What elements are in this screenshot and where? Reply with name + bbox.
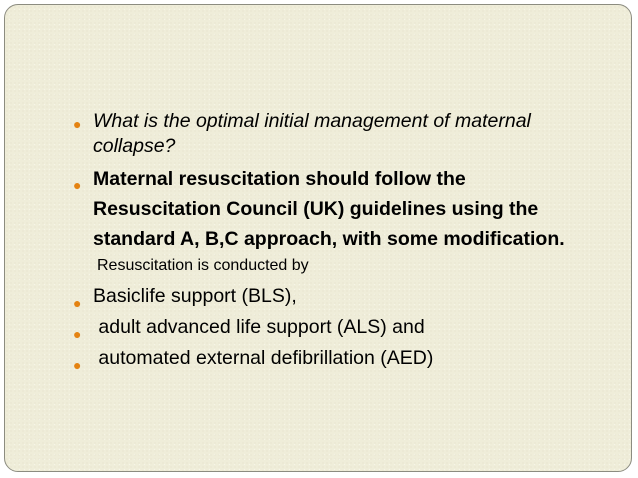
bullet-icon: ● (73, 295, 82, 311)
question-bullet (73, 109, 583, 159)
als-text: adult advanced life support (ALS) and (93, 316, 425, 338)
bullet-icon: ● (73, 177, 82, 193)
bullet-icon: ● (73, 357, 82, 373)
question-text: What is the optimal initial management of maternal collapse? (93, 110, 531, 157)
bls-text: Basiclife support (BLS), (93, 285, 297, 307)
bullet-icon: ● (73, 116, 82, 132)
answer-bullet (73, 164, 583, 254)
bls-bullet (73, 281, 583, 312)
answer-text: Maternal resuscitation should follow the Resuscitation Council (UK) guidelines using the standard A, B,C approach, with some modification. (93, 168, 565, 250)
aed-text: automated external defibrillation (AED) (93, 347, 434, 369)
subheading-text: Resuscitation is conducted by (97, 257, 309, 274)
subheading (73, 255, 583, 277)
slide-content (73, 109, 583, 374)
als-bullet (73, 312, 583, 343)
bullet-icon: ● (73, 326, 82, 342)
slide-frame (4, 4, 632, 472)
aed-bullet (73, 343, 583, 374)
